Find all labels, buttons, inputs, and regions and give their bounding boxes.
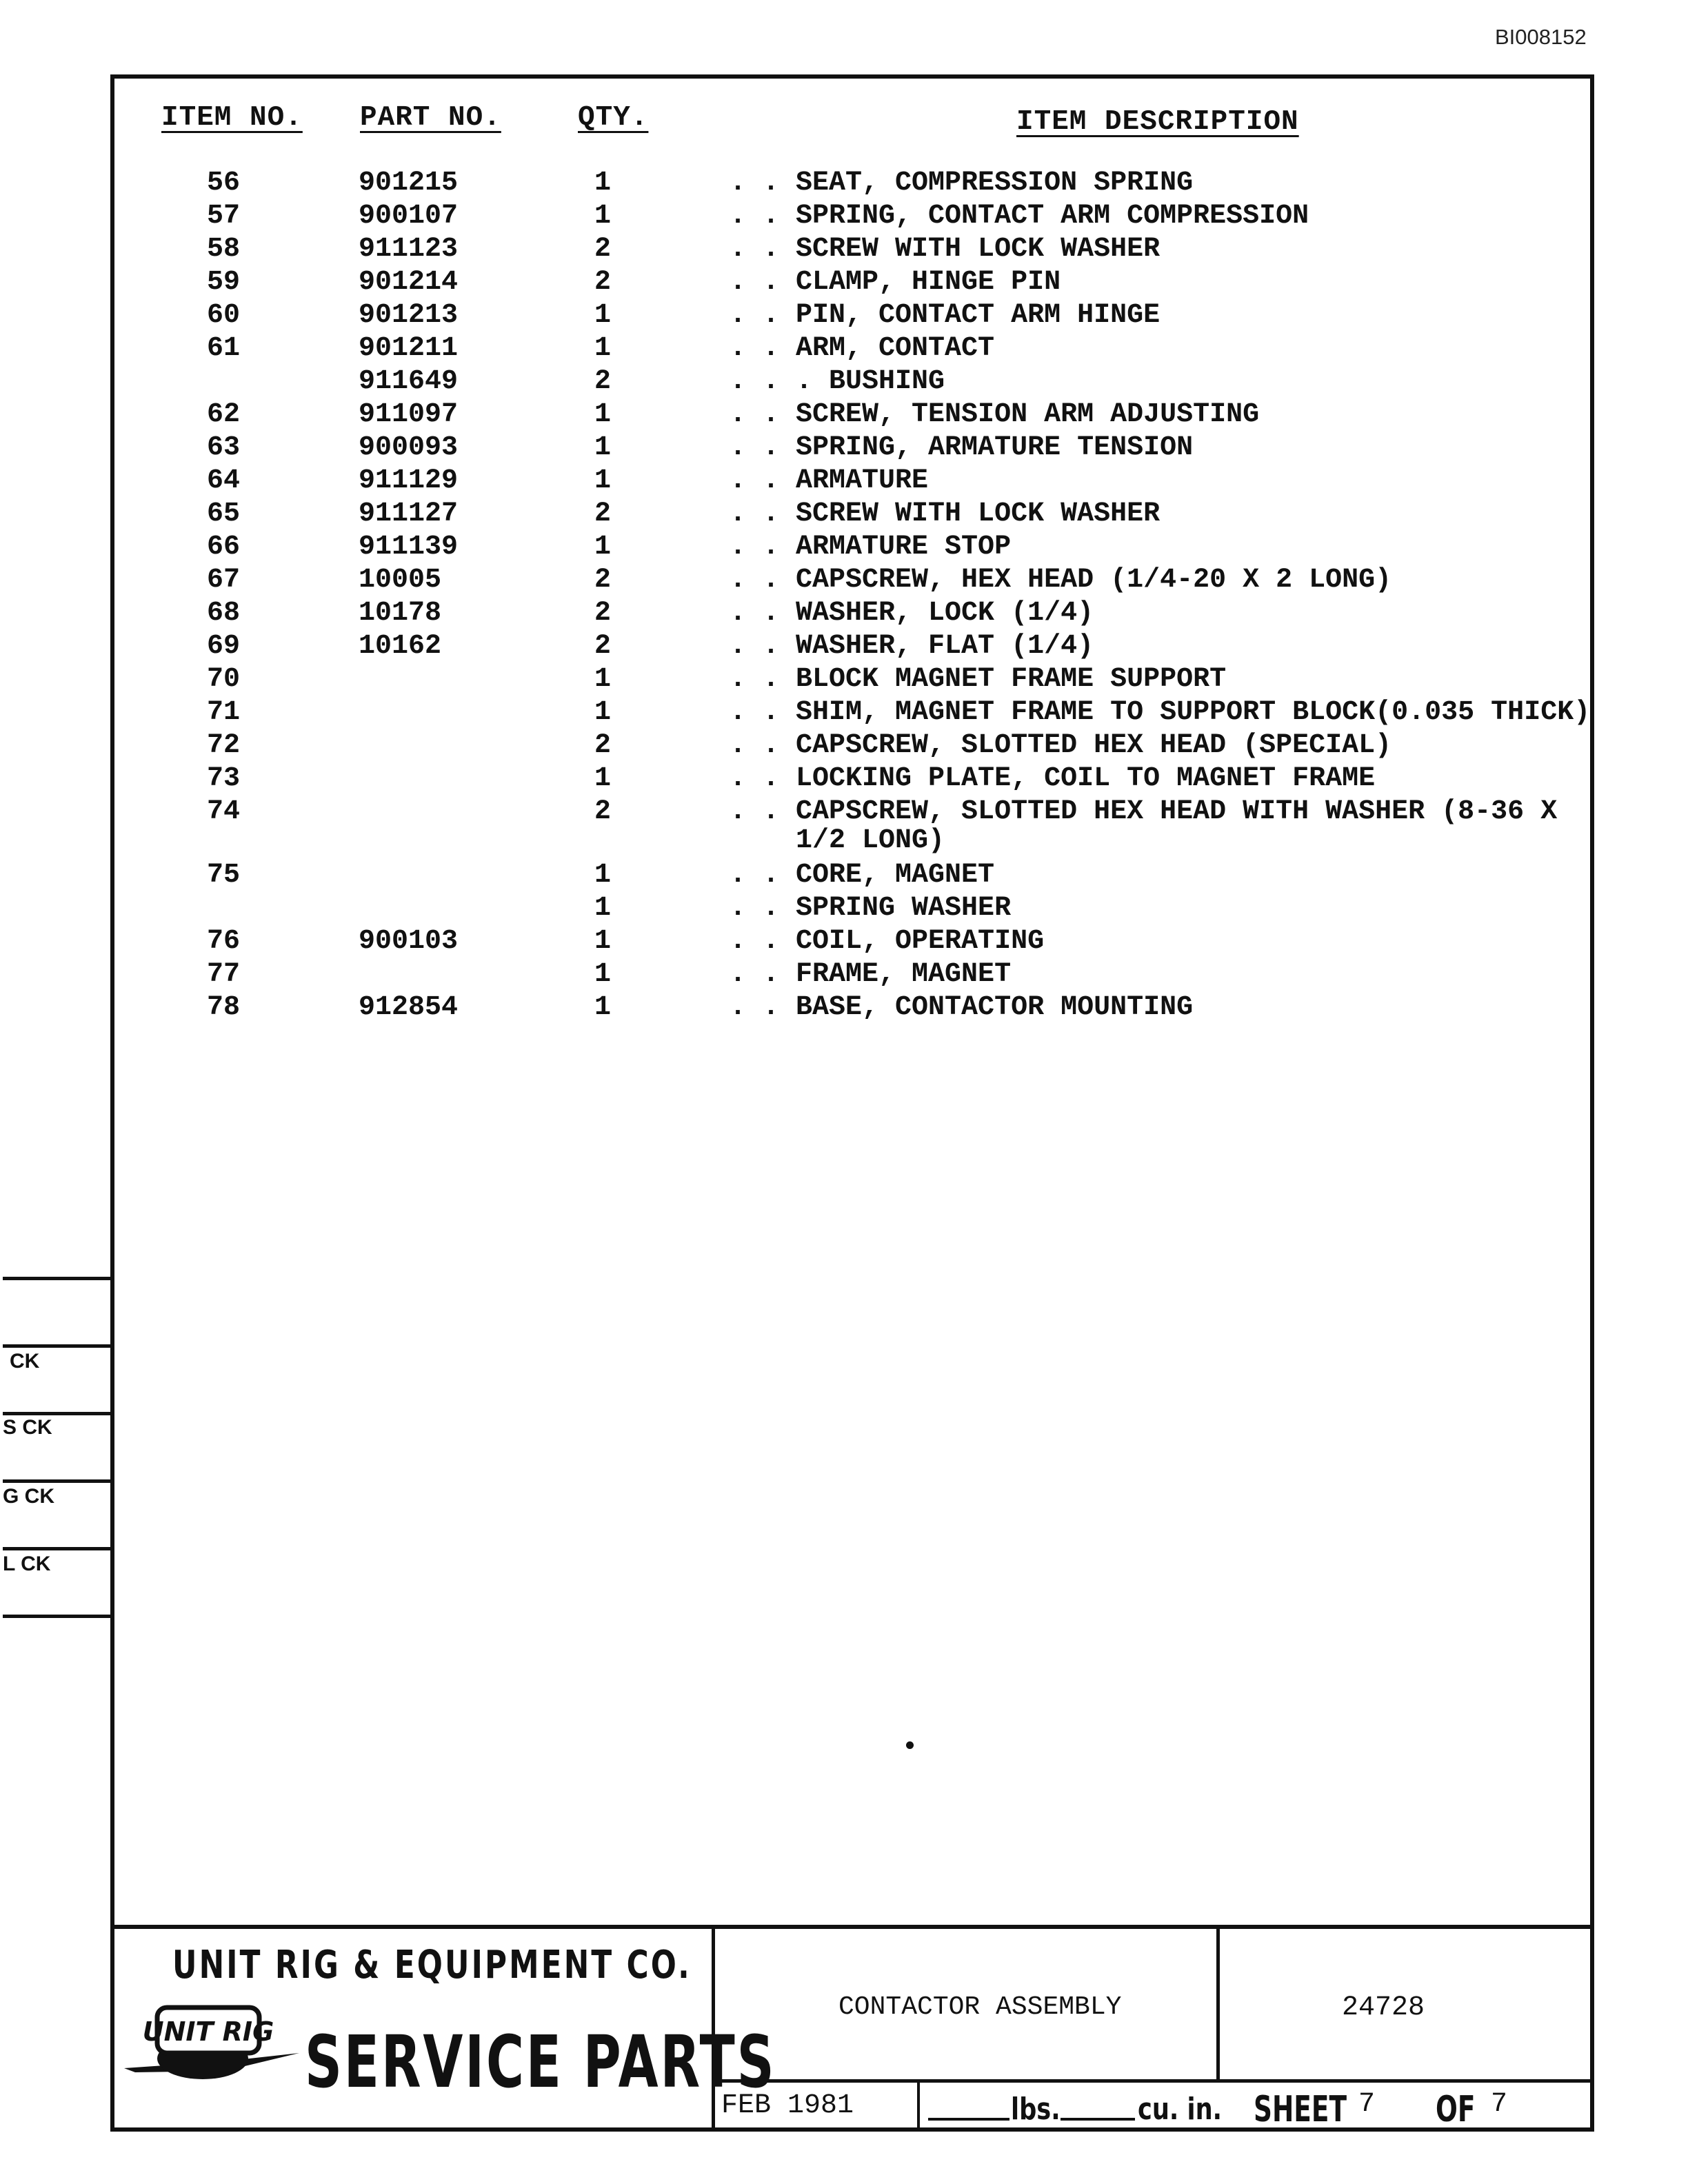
qty: 2 [594,234,612,265]
item-description: . . LOCKING PLATE, COIL TO MAGNET FRAME [730,763,1376,794]
item-description: . . FRAME, MAGNET [730,959,1012,990]
weight-blank [928,2118,1009,2121]
item-description: . . BASE, CONTACTOR MOUNTING [730,992,1194,1023]
item-no: 77 [207,959,241,990]
table-row [0,167,1688,200]
title-block-divider [1216,1925,1220,2082]
unit-rig-logo [121,2002,301,2095]
part-no: 900107 [359,201,459,232]
part-no: 901215 [359,168,459,199]
side-rule [3,1412,110,1415]
item-no: 78 [207,992,241,1023]
item-description: . . BLOCK MAGNET FRAME SUPPORT [730,664,1227,695]
item-description: . . COIL, OPERATING [730,926,1045,957]
part-no: 911129 [359,465,459,496]
part-no: 900103 [359,926,459,957]
table-row [0,597,1688,630]
table-row [0,696,1688,729]
qty: 1 [594,959,612,990]
side-rule [3,1344,110,1348]
qty: 1 [594,168,612,199]
item-no: 60 [207,300,241,331]
table-row [0,630,1688,663]
qty: 2 [594,498,612,529]
table-row [0,266,1688,299]
item-no: 69 [207,631,241,662]
item-description: . . ARMATURE STOP [730,532,1012,563]
item-no: 71 [207,697,241,728]
item-description: . . CAPSCREW, SLOTTED HEX HEAD (SPECIAL) [730,730,1392,761]
part-no: 911139 [359,532,459,563]
item-description: . . . BUSHING [730,366,945,397]
table-row [0,796,1688,829]
sheet-label: SHEET [1254,2089,1347,2130]
qty: 2 [594,267,612,298]
item-description: . . WASHER, LOCK (1/4) [730,598,1094,629]
qty: 1 [594,893,612,924]
item-description: . . ARMATURE [730,465,929,496]
title-block-divider [917,2079,920,2132]
document-id: BI008152 [1495,25,1587,49]
item-no: 68 [207,598,241,629]
item-no: 65 [207,498,241,529]
side-check-label: S CK [3,1416,52,1439]
drawing-number: 24728 [1342,1992,1425,2023]
item-no: 56 [207,168,241,199]
table-row [0,825,1688,858]
volume-blank [1061,2118,1135,2121]
item-no: 70 [207,664,241,695]
table-row [0,859,1688,892]
part-no: 911649 [359,366,459,397]
title-block-rule [110,1925,1594,1929]
item-description: . . SPRING, CONTACT ARM COMPRESSION [730,201,1309,232]
item-description: . . SCREW WITH LOCK WASHER [730,234,1160,265]
table-row [0,498,1688,531]
qty: 1 [594,432,612,463]
qty: 1 [594,532,612,563]
qty: 1 [594,465,612,496]
item-description: . . SCREW, TENSION ARM ADJUSTING [730,399,1260,430]
table-row [0,729,1688,762]
side-rule [3,1615,110,1618]
item-description: 1/2 LONG) [730,825,945,856]
item-no: 58 [207,234,241,265]
item-no: 67 [207,565,241,596]
qty: 1 [594,992,612,1023]
company-name: UNIT RIG & EQUIPMENT CO. [172,1943,692,1988]
item-no: 72 [207,730,241,761]
item-no: 62 [207,399,241,430]
table-row [0,762,1688,796]
qty: 2 [594,631,612,662]
column-header-item-no: ITEM NO. [161,102,303,134]
qty: 1 [594,664,612,695]
item-description: . . CLAMP, HINGE PIN [730,267,1061,298]
table-row [0,892,1688,925]
table-row [0,200,1688,233]
part-no: 912854 [359,992,459,1023]
item-no: 74 [207,796,241,827]
item-no: 76 [207,926,241,957]
item-description: . . WASHER, FLAT (1/4) [730,631,1094,662]
table-row [0,564,1688,597]
part-no: 901211 [359,333,459,364]
item-description: . . SHIM, MAGNET FRAME TO SUPPORT BLOCK(0.035 THICK) [730,697,1591,728]
column-header-qty: QTY. [578,102,649,134]
side-rule [3,1479,110,1483]
table-row [0,398,1688,432]
qty: 2 [594,796,612,827]
part-no: 901214 [359,267,459,298]
side-rule [3,1547,110,1550]
qty: 1 [594,399,612,430]
side-check-label: L CK [3,1553,51,1575]
table-row [0,958,1688,991]
qty: 2 [594,565,612,596]
item-no: 57 [207,201,241,232]
column-header-part-no: PART NO. [360,102,501,134]
item-description: . . SEAT, COMPRESSION SPRING [730,168,1194,199]
svg-text:UNIT RIG: UNIT RIG [142,2016,274,2047]
item-no: 75 [207,860,241,891]
qty: 2 [594,598,612,629]
of-label: OF [1436,2089,1476,2130]
table-row [0,332,1688,365]
volume-unit: cu. in. [1138,2092,1223,2127]
qty: 1 [594,201,612,232]
weight-unit: lbs. [1011,2092,1061,2127]
scan-speck [906,1741,914,1749]
qty: 1 [594,860,612,891]
item-description: . . SPRING, ARMATURE TENSION [730,432,1194,463]
qty: 2 [594,366,612,397]
qty: 1 [594,300,612,331]
item-no: 73 [207,763,241,794]
qty: 1 [594,333,612,364]
part-no: 911127 [359,498,459,529]
service-parts-heading: SERVICE PARTS [305,2020,776,2104]
table-row [0,991,1688,1024]
qty: 1 [594,926,612,957]
column-header-description: ITEM DESCRIPTION [1016,106,1299,138]
qty: 1 [594,763,612,794]
part-no: 10005 [359,565,442,596]
side-check-label: G CK [3,1485,54,1508]
title-block-divider [712,2079,1594,2083]
item-description: . . ARM, CONTACT [730,333,995,364]
qty: 2 [594,730,612,761]
item-no: 59 [207,267,241,298]
item-no: 66 [207,532,241,563]
total-sheets: 7 [1491,2089,1508,2120]
item-description: . . CAPSCREW, SLOTTED HEX HEAD WITH WASHER (8-36 X [730,796,1558,827]
item-description: . . SCREW WITH LOCK WASHER [730,498,1160,529]
item-description: . . SPRING WASHER [730,893,1012,924]
item-description: . . CORE, MAGNET [730,860,995,891]
item-no: 64 [207,465,241,496]
item-description: . . PIN, CONTACT ARM HINGE [730,300,1160,331]
qty: 1 [594,697,612,728]
part-no: 10178 [359,598,442,629]
item-description: . . CAPSCREW, HEX HEAD (1/4-20 X 2 LONG) [730,565,1392,596]
table-row [0,233,1688,266]
table-row [0,432,1688,465]
table-row [0,925,1688,958]
table-row [0,465,1688,498]
part-no: 900093 [359,432,459,463]
issue-date: FEB 1981 [721,2090,854,2121]
part-no: 911097 [359,399,459,430]
assembly-title: CONTACTOR ASSEMBLY [838,1992,1122,2022]
part-no: 10162 [359,631,442,662]
part-no: 911123 [359,234,459,265]
part-no: 901213 [359,300,459,331]
table-row [0,365,1688,398]
table-row [0,299,1688,332]
side-rule [3,1277,110,1280]
sheet-number: 7 [1358,2089,1376,2120]
table-row [0,663,1688,696]
item-no: 61 [207,333,241,364]
side-check-label: CK [10,1350,40,1373]
item-no: 63 [207,432,241,463]
table-row [0,531,1688,564]
